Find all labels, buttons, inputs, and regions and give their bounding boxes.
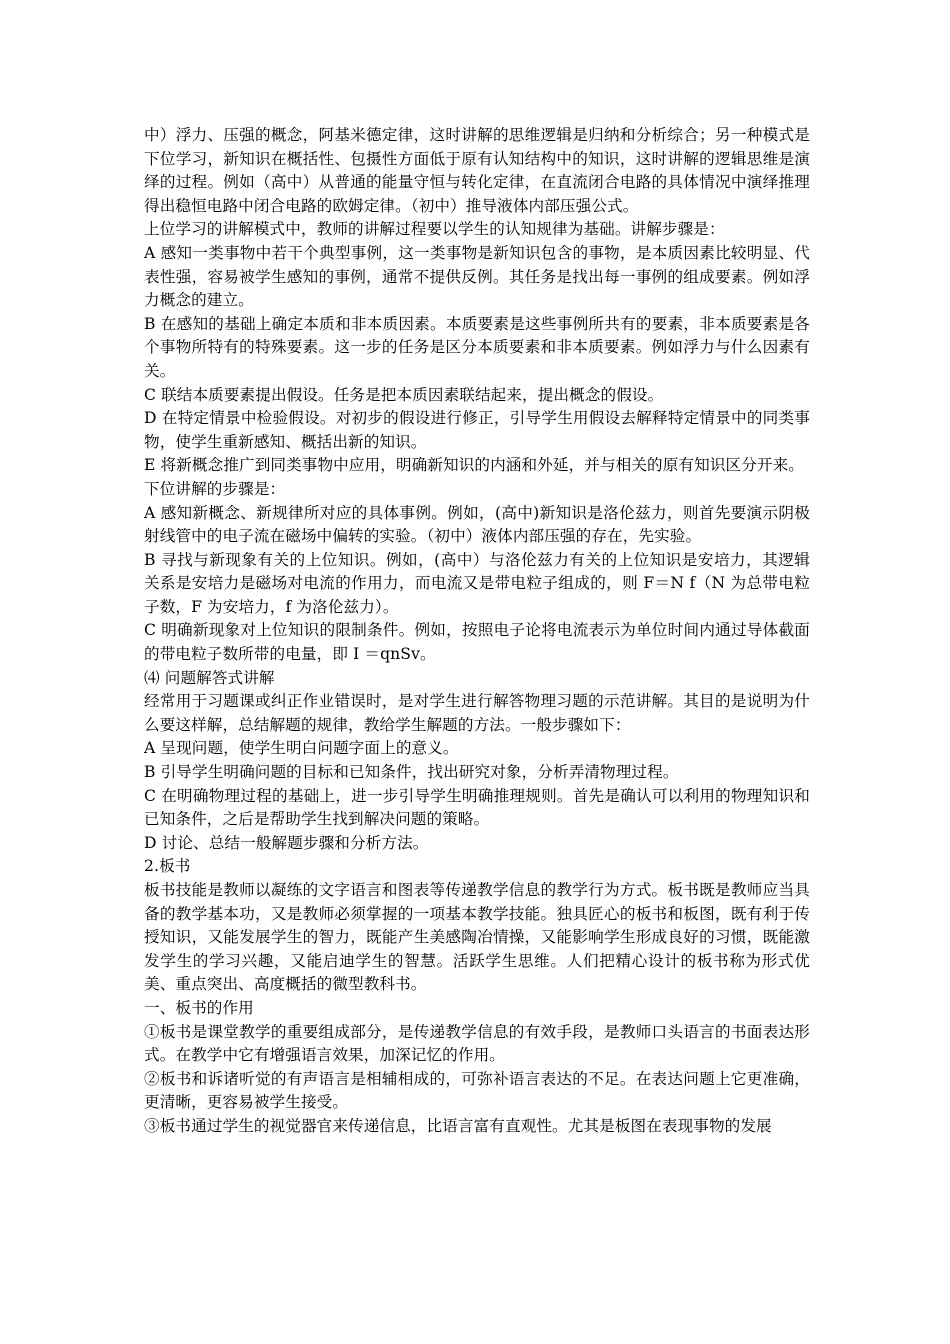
paragraph: A 呈现问题，使学生明白问题字面上的意义。 (144, 739, 459, 758)
section-heading: 下位讲解的步骤是： (144, 479, 286, 498)
paragraph: C 联结本质要素提出假设。任务是把本质因素联结起来，提出概念的假设。 (144, 385, 664, 404)
section-heading: 一、板书的作用 (144, 998, 254, 1017)
paragraph: ②板书和诉诸听觉的有声语言是相辅相成的，可弥补语言表达的不足。在表达问题上它更准确，更清晰，更容易被学生接受。 (144, 1069, 810, 1112)
section-heading: 2.板书 (144, 857, 191, 876)
paragraph: A 感知一类事物中若干个典型事例，这一类事物是新知识包含的事物，是本质因素比较明显、代表性强，容易被学生感知的事例，通常不提供反例。其任务是找出每一事例的组成要素。例如浮力概念的建立。 (144, 243, 810, 310)
document-body (144, 124, 810, 1139)
paragraph: E 将新概念推广到同类事物中应用，明确新知识的内涵和外延，并与相关的原有知识区分开来。 (144, 456, 804, 475)
paragraph: 经常用于习题课或纠正作业错误时，是对学生进行解答物理习题的示范讲解。其目的是说明为什么要这样解，总结解题的规律，教给学生解题的方法。一般步骤如下： (144, 692, 810, 734)
paragraph: ③板书通过学生的视觉器官来传递信息，比语言富有直观性。尤其是板图在表现事物的发展 (144, 1116, 772, 1135)
paragraph: B 在感知的基础上确定本质和非本质因素。本质要素是这些事例所共有的要素，非本质要素是各个事物所特有的特殊要素。这一步的任务是区分本质要素和非本质要素。例如浮力与什么因素有关。 (144, 314, 810, 380)
section-heading: ⑷ 问题解答式讲解 (144, 668, 275, 687)
paragraph: B 寻找与新现象有关的上位知识。例如，(高中）与洛伦兹力有关的上位知识是安培力，其逻辑关系是安培力是磁场对电流的作用力，而电流又是带电粒子组成的，则 F＝N f（N 为总带电粒子数，F 为安培力，f 为洛伦兹力）。 (144, 550, 810, 616)
paragraph: C 明确新现象对上位知识的限制条件。例如，按照电子论将电流表示为单位时间内通过导体截面的带电粒子数所带的电量，即 I ＝qnSv。 (144, 621, 810, 664)
paragraph: 中）浮力、压强的概念，阿基米德定律，这时讲解的思维逻辑是归纳和分析综合；另一种模式是下位学习，新知识在概括性、包摄性方面低于原有认知结构中的知识，这时讲解的逻辑思维是演绎的过程。例如（高中）从普通的能量守恒与转化定律，在直流闭合电路的具体情况中演绎推理得出稳恒电路中闭合电路的欧姆定律。（初中）推导液体内部压强公式。 (144, 126, 810, 215)
paragraph: 板书技能是教师以凝练的文字语言和图表等传递教学信息的教学行为方式。板书既是教师应当具备的教学基本功，又是教师必须掌握的一项基本教学技能。独具匠心的板书和板图，既有利于传授知识，又能发展学生的智力，既能产生美感陶冶情操，又能影响学生形成良好的习惯，既能激发学生的学习兴趣，又能启迪学生的智慧。活跃学生思维。人们把精心设计的板书称为形式优美、重点突出、高度概括的微型教科书。 (144, 881, 810, 994)
paragraph: 上位学习的讲解模式中，教师的讲解过程要以学生的认知规律为基础。讲解步骤是： (144, 220, 725, 239)
paragraph: ①板书是课堂教学的重要组成部分，是传递教学信息的有效手段，是教师口头语言的书面表达形式。在教学中它有增强语言效果，加深记忆的作用。 (144, 1022, 810, 1065)
paragraph: A 感知新概念、新规律所对应的具体事例。例如，(高中)新知识是洛伦兹力，则首先要演示阴极射线管中的电子流在磁场中偏转的实验。（初中）液体内部压强的存在，先实验。 (144, 503, 810, 546)
paragraph: C 在明确物理过程的基础上，进一步引导学生明确推理规则。首先是确认可以利用的物理知识和已知条件，之后是帮助学生找到解决问题的策略。 (144, 786, 810, 829)
paragraph: D 在特定情景中检验假设。对初步的假设进行修正，引导学生用假设去解释特定情景中的同类事物，使学生重新感知、概括出新的知识。 (144, 409, 810, 451)
paragraph: B 引导学生明确问题的目标和已知条件，找出研究对象，分析弄清物理过程。 (144, 763, 679, 782)
paragraph: D 讨论、总结一般解题步骤和分析方法。 (144, 833, 429, 852)
